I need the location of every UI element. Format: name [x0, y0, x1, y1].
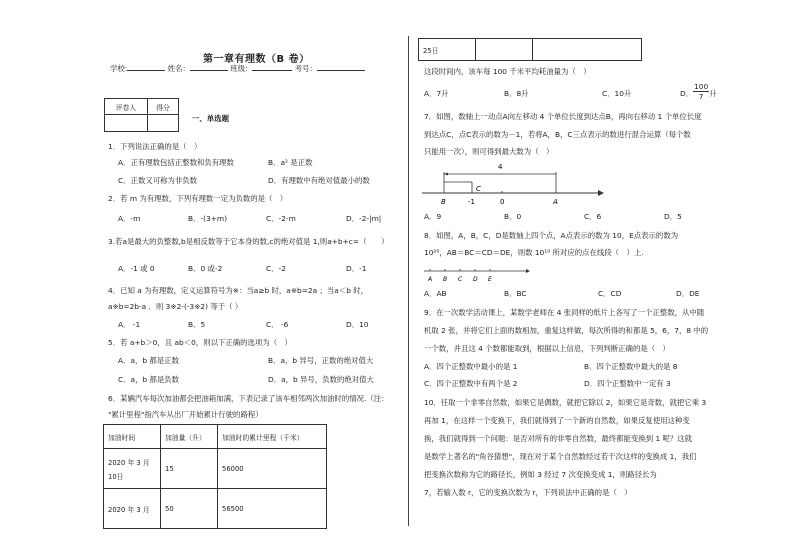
page-title: 第一章有理数（B 卷） — [203, 54, 310, 65]
q6-table-continued — [418, 38, 642, 61]
q2-option-c[interactable]: C．-2-m — [266, 214, 296, 223]
q3-option-d[interactable]: D．-1 — [346, 264, 367, 273]
q8-stem-line1: 8．如图，A，B，C，D是数轴上四个点，A点表示的数为 10，E点表示的数为 — [424, 231, 679, 240]
q6-option-c[interactable]: C．10升 — [602, 89, 632, 98]
table-row — [104, 449, 327, 489]
reviewer-cell[interactable] — [105, 115, 148, 132]
q4-option-c[interactable]: C． -6 — [266, 320, 289, 329]
q6-row1-mileage: 56000 — [218, 449, 327, 489]
class-label: 班级： — [230, 64, 253, 73]
label-d: D — [473, 276, 478, 283]
q6-row2-date-cont: 25日 — [419, 39, 476, 61]
label-b: B — [441, 198, 446, 206]
score-box — [104, 98, 179, 132]
q8-option-d[interactable]: D．DE — [676, 289, 700, 298]
q8-option-c[interactable]: C．CD — [598, 289, 622, 298]
q8-option-a[interactable]: A．AB — [424, 289, 447, 298]
score-label: 得分 — [148, 99, 179, 115]
q10-stem-line2: 再加 1，在这样一个变换下，我们就得到了一个新的自然数，如果反复使用这种变 — [424, 416, 690, 425]
q2-option-a[interactable]: A．-m — [118, 214, 141, 223]
q6-row2-mileage: 56500 — [218, 489, 327, 529]
column-divider — [408, 36, 409, 526]
q4-option-b[interactable]: B．5 — [188, 320, 206, 329]
name-field[interactable] — [190, 70, 228, 71]
q6-header-mileage: 加油时的累计里程（千米） — [218, 425, 327, 449]
q6-header-date: 加油时间 — [104, 425, 161, 449]
q7-option-c[interactable]: C．6 — [584, 212, 602, 221]
q1-option-a[interactable]: A．正有理数包括正整数和负有理数 — [118, 158, 234, 167]
q6-option-a[interactable]: A．7升 — [424, 89, 449, 98]
q5-option-d[interactable]: D．a，b 异号，负数的绝对值大 — [268, 375, 374, 384]
q8-option-b[interactable]: B．BC — [504, 289, 527, 298]
label-e: E — [488, 276, 492, 283]
label-a: A — [428, 276, 433, 283]
segment-label: 4 — [498, 163, 503, 171]
q6-row2-amount-cont — [476, 39, 533, 61]
q3-option-a[interactable]: A．-1 或 0 — [118, 264, 155, 273]
q9-stem-line1: 9．在一次数学活动课上，某数学老师在 4 张同样的纸片上各写了一个正整数，从中随 — [424, 308, 705, 317]
school-field[interactable] — [127, 70, 165, 71]
label-minus-one: -1 — [468, 198, 475, 206]
q3-option-c[interactable]: C．-2 — [266, 264, 286, 273]
q9-option-b[interactable]: B．四个正整数中最大的是 8 — [584, 362, 678, 371]
q6-stem-cont: 这段时间内，该车每 100 千米平均耗油量为（ ） — [424, 67, 591, 76]
q5-option-b[interactable]: B．a，b 异号，正数的绝对值大 — [268, 356, 374, 365]
q7-option-a[interactable]: A．9 — [424, 212, 442, 221]
q8-stem-line2: 10²⁰，AB＝BC＝CD＝DE，则数 10¹⁰ 所对应的点在线段（ ）上. — [424, 248, 644, 257]
q2-stem: 2．若 m 为有理数，下列有理数一定为负数的是（ ） — [108, 194, 288, 203]
q6-option-d[interactable]: D． $\frac{100}{7}$ 升 — [680, 82, 717, 101]
fraction-numerator: 100 — [694, 82, 709, 91]
q6-row2-amount: 50 — [161, 489, 218, 529]
q4-option-a[interactable]: A． -1 — [118, 320, 141, 329]
q7-number-line — [420, 158, 610, 208]
q9-option-c[interactable]: C．四个正整数中有两个是 2 — [424, 379, 518, 388]
q6-row2-mileage-cont — [533, 39, 642, 61]
segment-arrow-icon — [444, 173, 448, 176]
label-a: A — [553, 198, 558, 206]
q10-stem-line3: 换，我们就得到一个问题：是否对所有的非零自然数，最终都能变换到 1 呢？这就 — [424, 434, 693, 443]
label-c: C — [458, 276, 463, 283]
q3-option-b[interactable]: B．0 或-2 — [188, 264, 223, 273]
q1-option-d[interactable]: D．有理数中有绝对值最小的数 — [268, 176, 370, 185]
q4-stem-line2: a※b=2b-a ．则 3※2-(-3※2) 等于（ ） — [108, 302, 243, 311]
score-cell[interactable] — [148, 115, 179, 132]
q2-option-d[interactable]: D．-2-|m| — [346, 214, 382, 223]
exam-no-label: 考号： — [294, 64, 317, 73]
q5-option-a[interactable]: A．a，b 都是正数 — [118, 356, 179, 365]
table-row — [104, 489, 327, 529]
q10-stem-line5: 把变换次数称为它的路径长，例如 3 经过 7 次变换变成 1，则路径长为 — [424, 470, 657, 479]
q6-stem-line1: 6．某辆汽车每次加油都会把油箱加满，下表记录了该车相邻两次加油时的情况.（注： — [108, 394, 389, 403]
q6-table — [103, 424, 327, 529]
q6-row1-date: 2020 年 3 月 10日 — [104, 449, 161, 489]
q8-number-line — [422, 264, 532, 286]
q6-option-b[interactable]: B．8升 — [504, 89, 529, 98]
q9-stem-line3: 一个数，并且这 4 个数都能取到，根据以上信息，下列判断正确的是（ ） — [424, 344, 670, 353]
section-heading: 一、单选题 — [192, 114, 229, 123]
q10-stem-line6: 7，若输入数 r，它的变换次数为 r，下列说法中正确的是（ ） — [424, 488, 632, 497]
q7-option-d[interactable]: D．5 — [664, 212, 682, 221]
q1-option-b[interactable]: B．a² 是正数 — [268, 158, 313, 167]
axis-arrow-icon — [598, 190, 604, 196]
reviewer-label: 评卷人 — [105, 99, 148, 115]
q1-stem: 1．下列说法正确的是（ ） — [108, 142, 202, 151]
q6-row2-date: 2020 年 3 月 — [104, 489, 161, 529]
q6-header-amount: 加油量（升） — [161, 425, 218, 449]
axis-arrow-icon — [526, 269, 530, 273]
q6-stem-line2: "累计里程"指汽车从出厂开始累计行驶的路程） — [108, 410, 263, 419]
label-b: B — [443, 276, 448, 283]
q7-stem-line2: 到达点C，点C表示的数为－1，若将A，B，C三点表示的数进行混合运算（每个数 — [424, 130, 691, 139]
q1-option-c[interactable]: C．正数又可称为非负数 — [118, 176, 198, 185]
q7-option-b[interactable]: B．0 — [504, 212, 522, 221]
label-c: C — [476, 185, 481, 193]
q5-option-c[interactable]: C．a，b 都是负数 — [118, 375, 180, 384]
q9-option-a[interactable]: A．四个正整数中最小的是 1 — [424, 362, 518, 371]
q9-option-d[interactable]: D．四个正整数中一定有 3 — [584, 379, 671, 388]
name-label: 姓名： — [167, 64, 190, 73]
q10-stem-line4: 是数学上著名的"角谷猜想"，现在对于某个自然数经过若干次这样的变换成 1，我们 — [424, 452, 697, 461]
q6-row1-amount: 15 — [161, 449, 218, 489]
q7-stem-line3: 只能用一次），则可得到最大数为（ ） — [424, 147, 554, 156]
q2-option-b[interactable]: B．-(3+m) — [188, 214, 227, 223]
q5-stem: 5．若 a+b＞0，且 ab＜0，则以下正确的选项为（ ） — [108, 338, 292, 347]
q10-stem-line1: 10．任取一个非零自然数，如果它是偶数，就把它除以 2，如果它是奇数，就把它乘 3 — [424, 398, 707, 407]
fraction-denominator: 7 — [698, 92, 704, 101]
q4-option-d[interactable]: D．10 — [346, 320, 369, 329]
q3-stem: 3.若a是最大的负整数,b是相反数等于它本身的数,c的绝对值是 1,则a+b+c=（ ） — [108, 237, 389, 246]
q7-stem-line1: 7．如图，数轴上一动点A向左移动 4 个单位长度到达点B，再向右移动 1 个单位长度 — [424, 112, 702, 121]
label-zero: 0 — [500, 198, 505, 206]
exam-no-field[interactable] — [317, 70, 365, 71]
student-info-line — [110, 64, 365, 74]
q9-stem-line2: 机取 2 张，并将它们上面的数相加，重复这样做，每次所得的和都是 5，6，7，8 中的 — [424, 326, 709, 335]
school-label: 学校: — [110, 64, 128, 73]
class-field[interactable] — [252, 70, 292, 71]
q4-stem-line1: 4．已知 a 为有理数，定义运算符号为※：当a≥b 时，a※b=2a ；当a＜b 时， — [108, 286, 369, 295]
